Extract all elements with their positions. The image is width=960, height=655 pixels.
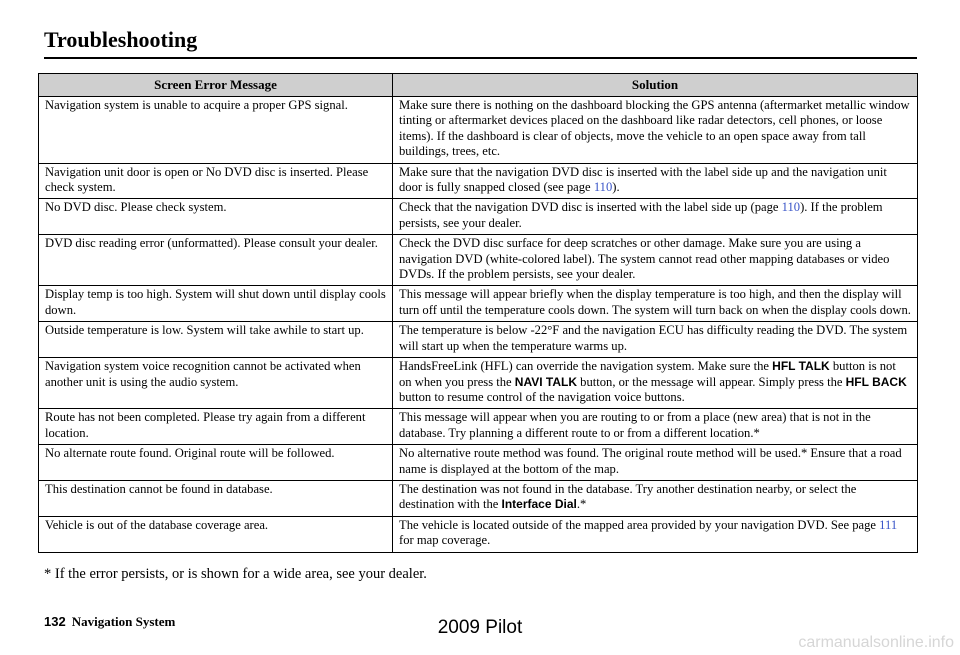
table-row <box>39 235 918 286</box>
column-header-solution: Solution <box>393 74 918 97</box>
table-row <box>39 409 918 445</box>
hfl-talk-button-label: HFL TALK <box>772 359 830 374</box>
table-row <box>39 322 918 358</box>
solution-cell <box>393 199 918 235</box>
solution-text: Check that the navigation DVD disc is inserted with the label side up (page <box>399 200 782 215</box>
page-link[interactable]: 110 <box>593 180 613 195</box>
error-message-cell: Navigation unit door is open or No DVD disc is inserted. Please check system. <box>39 163 393 199</box>
page-number: 132 <box>44 614 66 629</box>
solution-cell <box>393 358 918 409</box>
page-link[interactable]: 110 <box>781 200 801 215</box>
navi-talk-button-label: NAVI TALK <box>514 374 577 389</box>
solution-text: button is not on when you press the <box>399 359 896 389</box>
table-row <box>39 163 918 199</box>
solution-text: The vehicle is located outside of the mapped area provided by your navigation DVD. See page <box>399 517 880 532</box>
error-message-cell: Navigation system voice recognition cannot be activated when another unit is using the audio system. <box>39 358 393 409</box>
table-row <box>39 516 918 552</box>
solution-cell <box>393 516 918 552</box>
solution-text: for map coverage. <box>399 533 491 548</box>
table-row <box>39 480 918 516</box>
table-header-row <box>39 74 918 97</box>
page-link[interactable]: 111 <box>879 517 898 532</box>
solution-text: ). <box>612 180 620 195</box>
footnote: * If the error persists, or is shown for a wide area, see your dealer. <box>44 566 427 582</box>
error-message-cell: Navigation system is unable to acquire a proper GPS signal. <box>39 97 393 164</box>
section-name: Navigation System <box>71 614 176 629</box>
table-row <box>39 358 918 409</box>
troubleshooting-table <box>38 73 918 553</box>
hfl-back-button-label: HFL BACK <box>845 374 907 389</box>
model-watermark: 2009 Pilot <box>437 617 523 638</box>
solution-cell: No alternative route method was found. The original route method will be used.* Ensure that a road name is displayed at the bottom of the map. <box>393 445 918 481</box>
error-message-cell: Display temp is too high. System will shut down until display cools down. <box>39 286 393 322</box>
table-row <box>39 199 918 235</box>
solution-cell: Check the DVD disc surface for deep scratches or other damage. Make sure you are using a navigation DVD (white-colored label). The system cannot read other mapping databases or video DVDs. If the problem persists, see your dealer. <box>393 235 918 286</box>
table-row <box>39 445 918 481</box>
solution-text: HandsFreeLink (HFL) can override the navigation system. Make sure the <box>399 359 773 374</box>
error-message-cell: DVD disc reading error (unformatted). Please consult your dealer. <box>39 235 393 286</box>
solution-cell <box>393 163 918 199</box>
solution-text: button, or the message will appear. Simply press the <box>577 374 846 389</box>
solution-cell: This message will appear briefly when the display temperature is too high, and then the display will turn off until the temperature cools down. The system will turn back on when the display cools down. <box>393 286 918 322</box>
interface-dial-label: Interface Dial <box>501 497 577 512</box>
error-message-cell: This destination cannot be found in database. <box>39 480 393 516</box>
solution-cell: This message will appear when you are routing to or from a place (new area) that is not in the database. Try planning a different route to or from a different location.* <box>393 409 918 445</box>
error-message-cell: Outside temperature is low. System will take awhile to start up. <box>39 322 393 358</box>
solution-text: The destination was not found in the database. Try another destination nearby, or select the destination with the <box>399 481 857 512</box>
solution-cell: The temperature is below -22°F and the navigation ECU has difficulty reading the DVD. The system will start up when the temperature warms up. <box>393 322 918 358</box>
table-row <box>39 286 918 322</box>
site-watermark: carmanualsonline.info <box>798 634 954 651</box>
error-message-cell: Vehicle is out of the database coverage area. <box>39 516 393 552</box>
error-message-cell: Route has not been completed. Please try again from a different location. <box>39 409 393 445</box>
error-message-cell: No alternate route found. Original route will be followed. <box>39 445 393 481</box>
solution-text: button to resume control of the navigation voice buttons. <box>399 389 685 404</box>
title-divider <box>44 57 917 59</box>
column-header-message: Screen Error Message <box>39 74 393 97</box>
error-message-cell: No DVD disc. Please check system. <box>39 199 393 235</box>
solution-cell: Make sure there is nothing on the dashboard blocking the GPS antenna (aftermarket metallic window tinting or aftermarket devices placed on the dashboard like radar detectors, cell phones, or loose items). If the dashboard is clear of objects, move the vehicle to an open space away from tall buildings, trees, etc. <box>393 97 918 164</box>
solution-text: .* <box>576 497 587 512</box>
page-title: Troubleshooting <box>44 27 198 52</box>
solution-text: ). If the problem persists, see your dealer. <box>399 200 883 230</box>
solution-text: Make sure that the navigation DVD disc is inserted with the label side up and the navigation unit door is fully snapped closed (see page <box>399 164 887 195</box>
table-row <box>39 97 918 164</box>
solution-cell <box>393 480 918 516</box>
